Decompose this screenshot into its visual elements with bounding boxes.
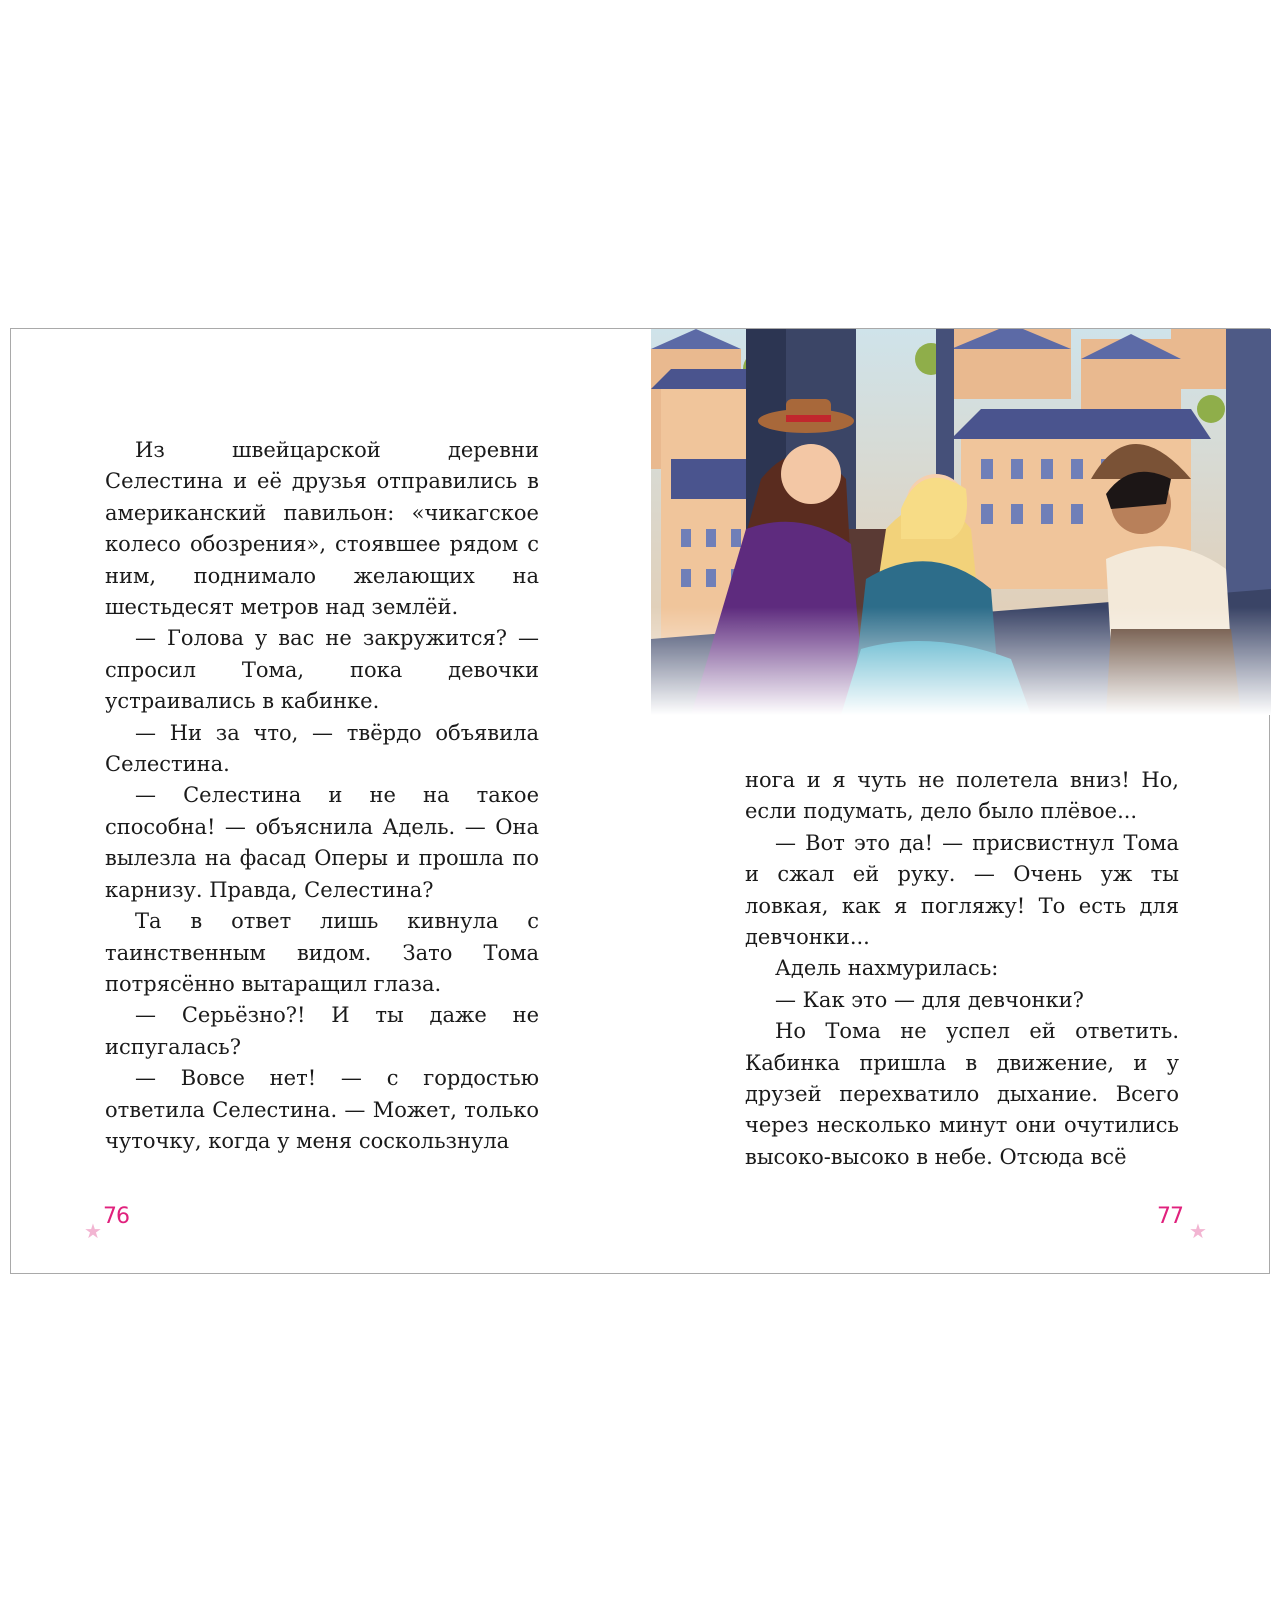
- paragraph: — Селестина и не на такое способна! — объяснила Адель. — Она вылезла на фасад Оперы и прошла по карнизу. Правда, Селестина?: [105, 783, 539, 902]
- paragraph: — Ни за что, — твёрдо объявила Селестина.: [105, 720, 539, 777]
- paragraph: — Как это — для девчонки?: [775, 987, 1084, 1012]
- left-page-text: [105, 435, 539, 1157]
- paragraph: Адель нахмурилась:: [775, 956, 999, 981]
- star-icon: ★: [84, 1219, 102, 1243]
- paragraph: Но Тома не успел ей ответить. Кабинка пришла в движение, и у друзей перехватило дыхание. Всего через несколько минут они очутились высоко-высоко в небе. Отсюда всё: [745, 1019, 1179, 1169]
- star-icon: ★: [1189, 1219, 1207, 1243]
- right-page-text: [745, 765, 1179, 1173]
- paragraph-continuation: нога и я чуть не полетела вниз! Но, если подумать, дело было плёвое...: [745, 768, 1179, 824]
- paragraph: Та в ответ лишь кивнула с таинственным видом. Зато Тома потрясённо вытаращил глаза.: [105, 909, 539, 996]
- ferris-wheel-cabin-illustration: [651, 329, 1271, 715]
- book-spread: [10, 328, 1270, 1274]
- paragraph: — Вовсе нет! — с гордостью ответила Селестина. — Может, только чуточку, когда у меня соскользнула: [105, 1066, 539, 1153]
- page-number-left: 76: [103, 1204, 129, 1229]
- paragraph: — Голова у вас не закружится? — спросил Тома, пока девочки устраивались в кабинке.: [105, 626, 539, 714]
- page-number-right: 77: [1157, 1204, 1183, 1229]
- paragraph: Из швейцарской деревни Селестина и её друзья отправились в американский павильон: «чикагское колесо обозрения», стоявшее рядом с ним, поднимало желающих на шестьдесят метров над землёй.: [105, 438, 539, 620]
- paragraph: — Серьёзно?! И ты даже не испугалась?: [105, 1003, 539, 1059]
- paragraph: — Вот это да! — присвистнул Тома и сжал ей руку. — Очень уж ты ловкая, как я погляжу! То есть для девчонки...: [745, 830, 1179, 950]
